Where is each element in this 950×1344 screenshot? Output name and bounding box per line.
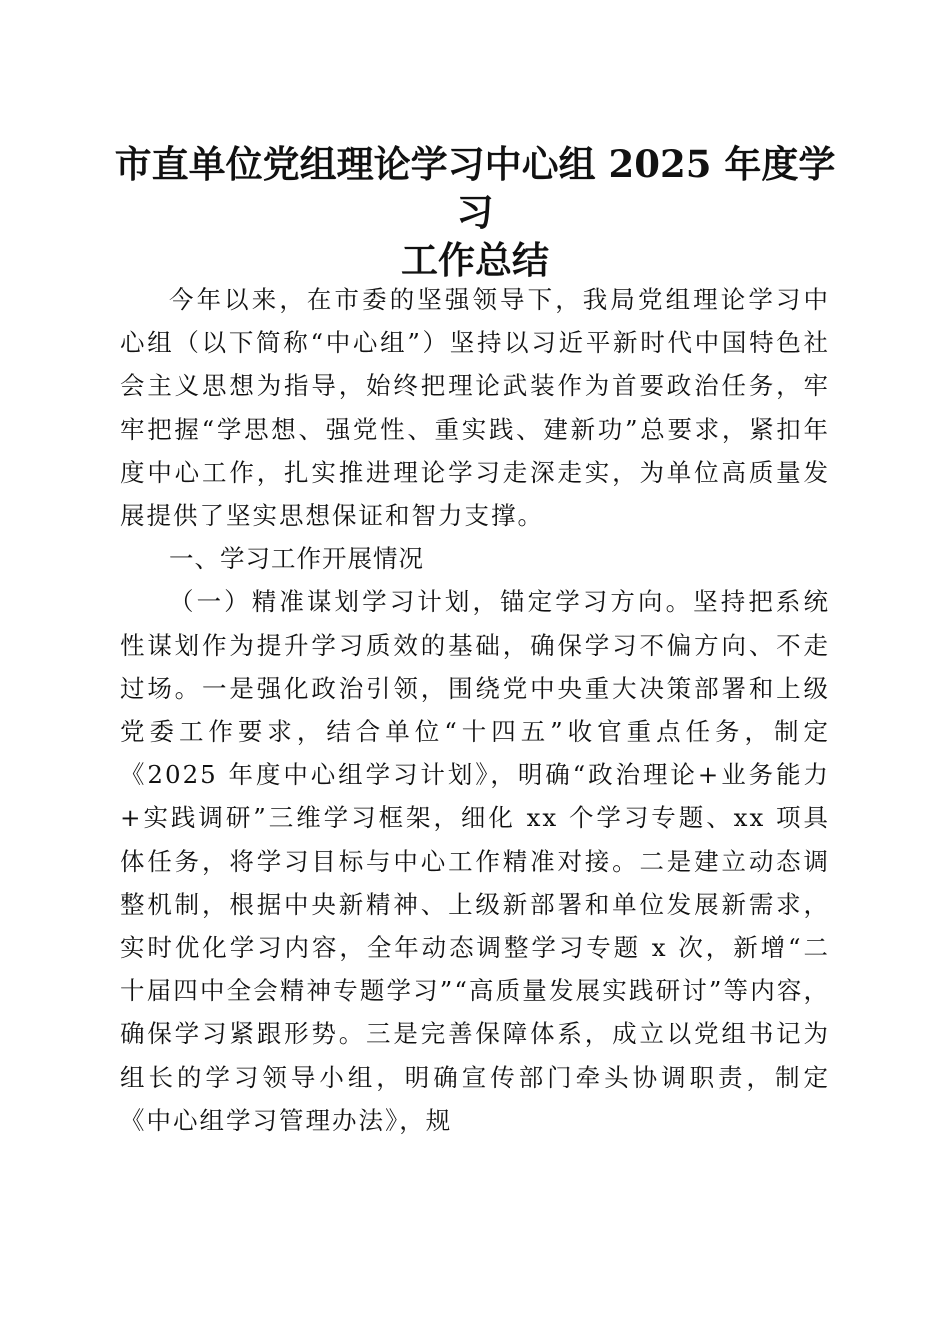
section-1-heading: 一、学习工作开展情况 [169,544,424,574]
intro-paragraph: 今年以来，在市委的坚强领导下，我局党组理论学习中心组（以下简称“中心组”）坚持以习近平新时代中国特色社会主义思想为指导，始终把理论武装作为首要政治任务，牢牢把握“学思想、强党性、重实践、建新功”总要求，紧扣年度中心工作，扎实推进理论学习走深走实，为单位高质量发展提供了坚实思想保证和智力支撑。 [120,285,830,531]
title-line-1: 市直单位党组理论学习中心组 2025 年度学习 [114,142,836,234]
document-title [110,140,840,284]
title-line-2: 工作总结 [401,238,549,282]
document-body [120,278,830,1142]
section-1-paragraph-1: （一）精准谋划学习计划，锚定学习方向。坚持把系统性谋划作为提升学习质效的基础，确保学习不偏方向、不走过场。一是强化政治引领，围绕党中央重大决策部署和上级党委工作要求，结合单位“十四五”收官重点任务，制定《2025 年度中心组学习计划》，明确“政治理论+业务能力+实践调研”三维学习框架，细化 xx 个学习专题、xx 项具体任务，将学习目标与中心工作精准对接。二是建立动态调整机制，根据中央新精神、上级新部署和单位发展新需求，实时优化学习内容，全年动态调整学习专题 x 次，新增“二十届四中全会精神专题学习”“高质量发展实践研讨”等内容，确保学习紧跟形势。三是完善保障体系，成立以党组书记为组长的学习领导小组，明确宣传部门牵头协调职责，制定《中心组学习管理办法》，规 [120,587,830,1135]
